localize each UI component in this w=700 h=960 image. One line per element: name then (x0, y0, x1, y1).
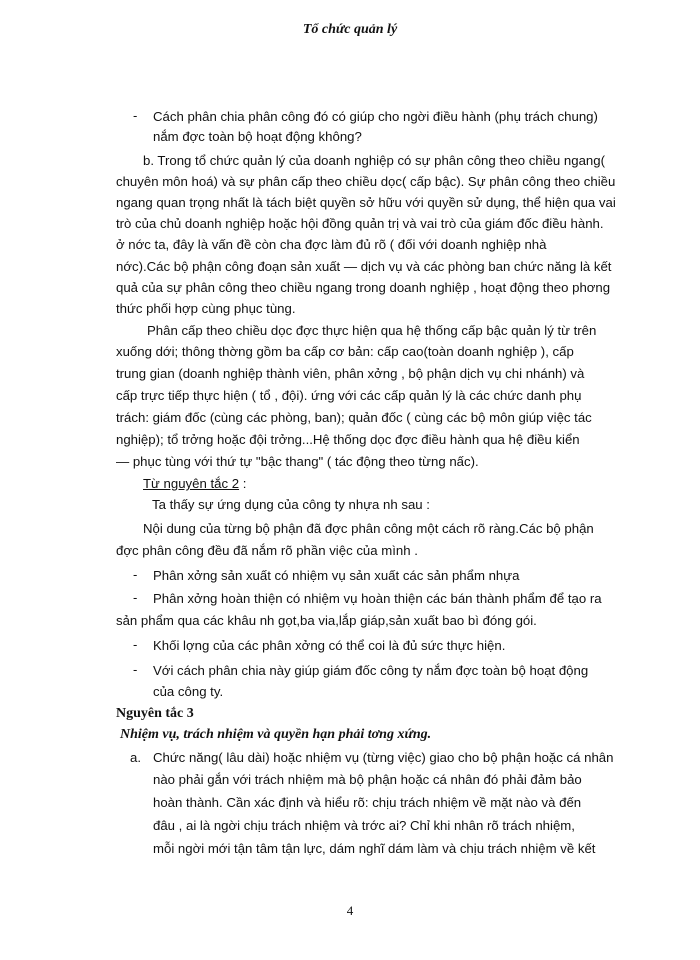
text-line: nào phải gắn với trách nhiệm mà bộ phận hoặc cá nhân đó phải đảm bảo (153, 772, 582, 787)
text-line: trung gian (doanh nghiệp thành viên, phân xởng , bộ phận dịch vụ chi nhánh) và (116, 366, 585, 381)
text-line: Với cách phân chia này giúp giám đốc công ty nắm đợc toàn bộ hoạt động (153, 663, 589, 678)
text-line: đâu , ai là ngời chịu trách nhiệm và trớc ai? Chỉ khi nhân rõ trách nhiệm, (153, 818, 575, 833)
text-line: hoàn thành. Cần xác định và hiểu rõ: chịu trách nhiệm về mặt nào và đến (153, 795, 582, 810)
text-line: Phân xởng sản xuất có nhiệm vụ sản xuất các sản phẩm nhựa (153, 568, 520, 583)
text-line: sản phẩm qua các khâu nh gọt,ba via,lắp giáp,sản xuất bao bì đóng gói. (116, 613, 537, 628)
bullet-dash: - (133, 108, 138, 123)
page-number: 4 (346, 903, 354, 918)
list-marker: a. (130, 750, 141, 765)
text-line: nắm đợc toàn bộ hoạt động không? (153, 129, 362, 144)
text-line: nghiệp); tổ trởng hoặc đội trởng...Hệ thống dọc đợc điều hành qua hệ điều kiển (116, 432, 580, 447)
text-line: trò của chủ doanh nghiệp hoặc hội đồng quản trị và vai trò của giám đốc điều hành. (116, 216, 604, 231)
text-line: b. Trong tổ chức quản lý của doanh nghiệp có sự phân công theo chiều ngang( (143, 153, 605, 168)
text-line: cấp trực tiếp thực hiện ( tổ , đội). ứng với các cấp quản lý là các chức danh phụ (116, 388, 582, 403)
section-label (143, 475, 246, 493)
text-line: — phục tùng với thứ tự "bậc thang" ( tác động theo từng nấc). (116, 454, 479, 469)
section-heading: Nguyên tắc 3 (116, 706, 194, 721)
text-line: nớc).Các bộ phận công đoạn sản xuất — dịch vụ và các phòng ban chức năng là kết (116, 259, 612, 274)
text-line: chuyên môn hoá) và sự phân cấp theo chiều dọc( cấp bậc). Sự phân công theo chiều (116, 174, 616, 189)
page-header: Tổ chức quản lý (302, 22, 398, 37)
text-line: xuống dới; thông thờng gồm ba cấp cơ bản: cấp cao(toàn doanh nghiệp ), cấp (116, 344, 574, 359)
bullet-dash: - (133, 567, 138, 582)
text-line: ngang quan trọng nhất là tách biệt quyền sở hữu với quyền sử dụng, thể hiện qua vai (116, 195, 616, 210)
bullet-dash: - (133, 637, 138, 652)
text-line: Cách phân chia phân công đó có giúp cho ngời điều hành (phụ trách chung) (153, 109, 598, 124)
text-line: Phân cấp theo chiều dọc đợc thực hiện qua hệ thống cấp bậc quản lý từ trên (147, 323, 597, 338)
text-line: Chức năng( lâu dài) hoặc nhiệm vụ (từng việc) giao cho bộ phận hoặc cá nhân (153, 750, 614, 765)
text-line: Phân xởng hoàn thiện có nhiệm vụ hoàn thiện các bán thành phẩm để tạo ra (153, 591, 602, 606)
text-line: Ta thấy sự ứng dụng của công ty nhựa nh sau : (152, 497, 430, 512)
text-line: quả của sự phân công theo chiều ngang trong doanh nghiệp , hoạt động theo phơng (116, 280, 611, 295)
text-line: Nội dung của từng bộ phận đã đợc phân công một cách rõ ràng.Các bộ phận (143, 521, 594, 536)
section-label-colon: : (239, 476, 247, 491)
text-line: thức phối hợp cùng phục tùng. (116, 301, 296, 316)
text-line: đợc phân công đều đã nắm rõ phần việc của mình . (116, 543, 418, 558)
text-line: Khối lợng của các phân xởng có thể coi là đủ sức thực hiện. (153, 638, 506, 653)
text-line: trách: giám đốc (cùng các phòng, ban); quản đốc ( cùng các bộ môn giúp việc tác (116, 410, 592, 425)
bullet-dash: - (133, 590, 138, 605)
section-subheading: Nhiệm vụ, trách nhiệm và quyền hạn phải tơng xứng. (120, 727, 432, 742)
text-line: của công ty. (153, 684, 224, 699)
bullet-dash: - (133, 662, 138, 677)
text-line: ở nớc ta, đây là vấn đề còn cha đợc làm đủ rõ ( đối với doanh nghiệp nhà (116, 237, 547, 252)
section-label-text: Từ nguyên tắc 2 (143, 476, 240, 491)
text-line: mỗi ngời mới tận tâm tận lực, dám nghĩ dám làm và chịu trách nhiệm về kết (153, 841, 596, 856)
